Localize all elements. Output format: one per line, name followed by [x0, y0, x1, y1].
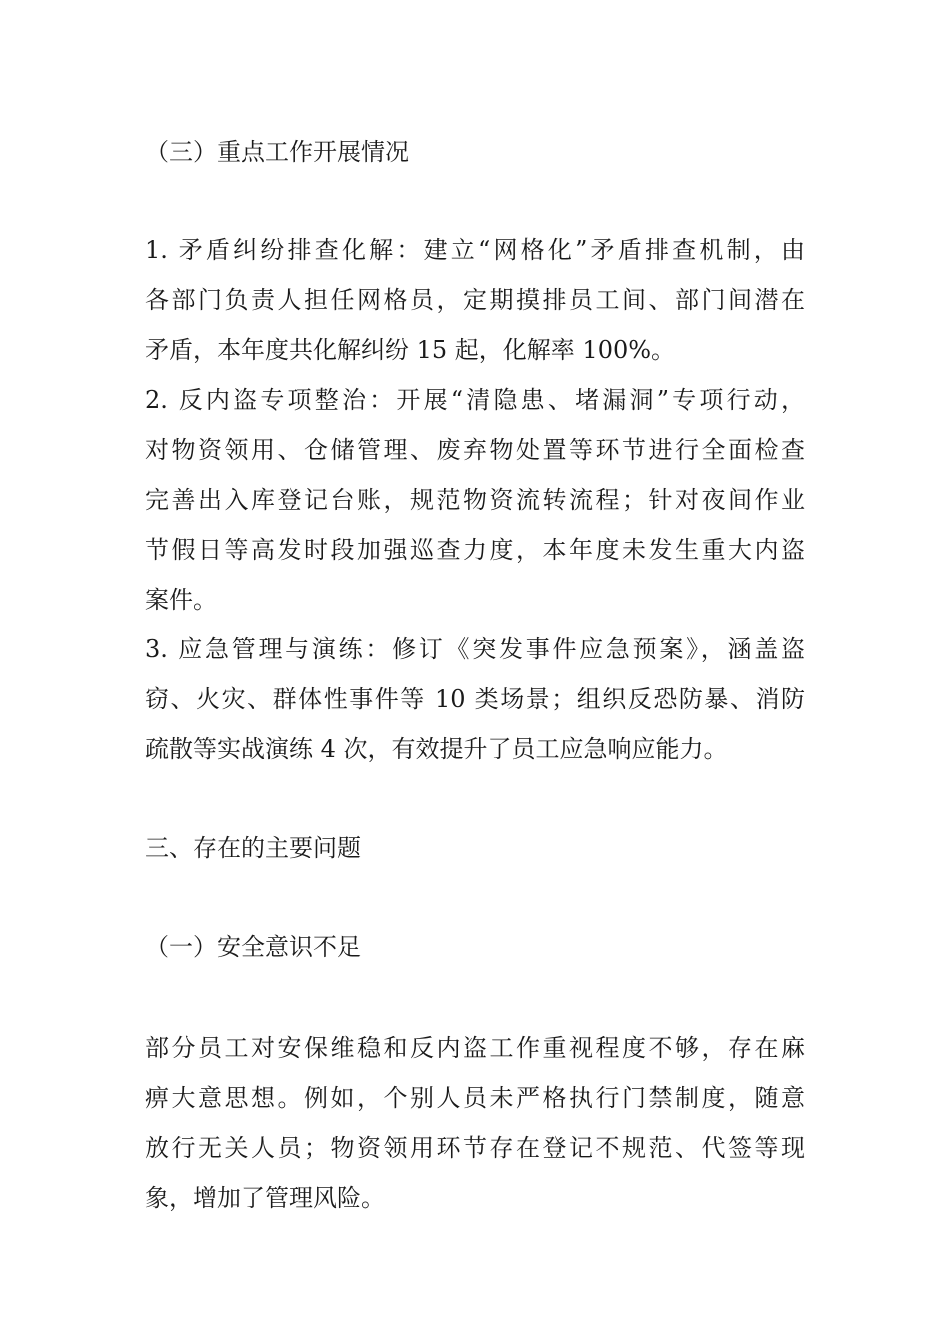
chapter-heading-main-problems: 三、存在的主要问题	[145, 834, 361, 862]
item-1-line-2: 各部门负责人担任网格员，定期摸排员工间、部门间潜在	[145, 286, 805, 314]
section-heading-key-work: （三）重点工作开展情况	[145, 138, 409, 166]
paragraph-line-1: 部分员工对安保维稳和反内盗工作重视程度不够，存在麻	[145, 1034, 805, 1062]
item-2-line-4: 节假日等高发时段加强巡查力度，本年度未发生重大内盗	[145, 536, 805, 564]
section-heading-awareness: （一）安全意识不足	[145, 933, 361, 961]
item-3-line-3: 疏散等实战演练 4 次，有效提升了员工应急响应能力。	[145, 735, 728, 763]
item-2-line-1: 2. 反内盗专项整治：开展“清隐患、堵漏洞”专项行动，	[145, 386, 805, 414]
item-3-line-2: 窃、火灾、群体性事件等 10 类场景；组织反恐防暴、消防	[145, 685, 805, 713]
paragraph-line-4: 象，增加了管理风险。	[145, 1184, 385, 1212]
paragraph-line-3: 放行无关人员；物资领用环节存在登记不规范、代签等现	[145, 1134, 805, 1162]
item-2-line-5: 案件。	[145, 586, 217, 614]
item-1-line-1: 1. 矛盾纠纷排查化解：建立“网格化”矛盾排查机制，由	[145, 236, 805, 264]
item-3-line-1: 3. 应急管理与演练：修订《突发事件应急预案》，涵盖盗	[145, 635, 805, 663]
item-2-line-2: 对物资领用、仓储管理、废弃物处置等环节进行全面检查	[145, 436, 805, 464]
item-1-line-3: 矛盾，本年度共化解纠纷 15 起，化解率 100%。	[145, 336, 676, 364]
paragraph-line-2: 痹大意思想。例如，个别人员未严格执行门禁制度，随意	[145, 1084, 805, 1112]
item-2-line-3: 完善出入库登记台账，规范物资流转流程；针对夜间作业	[145, 486, 805, 514]
